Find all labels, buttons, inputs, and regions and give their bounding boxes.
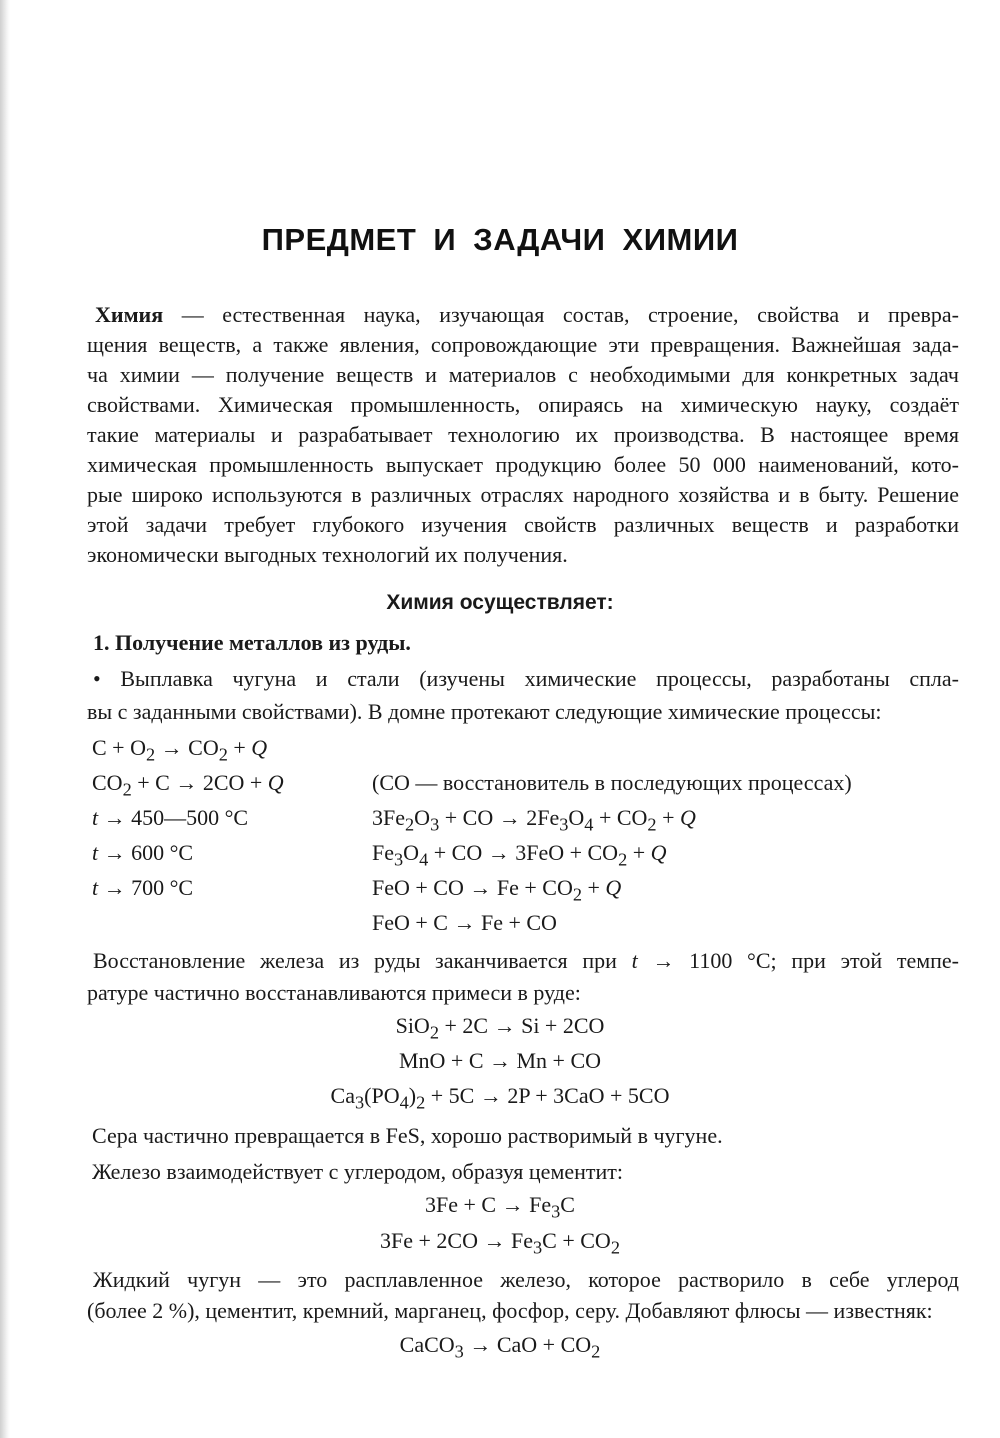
equation-fe3o4-co: $Fe_3O_4$ + CO → $3FeO + CO_2 + Q$ xyxy=(372,840,667,870)
intro-line: этой задачи требует глубокого изучения свойств различных веществ и разработки xyxy=(87,512,959,537)
equation-c-o2: $C + O_2 \to CO_2 + Q$ xyxy=(92,735,268,765)
intro-line: такие материалы и разрабатывает технологию их производства. В настоящее время xyxy=(87,422,959,447)
equation-caco3: CaCO$_3$ → CaO + $CO_2$ xyxy=(399,1332,601,1362)
equation-3fe-2co: $3Fe + 2CO \to Fe_3C + CO_2$ xyxy=(380,1228,620,1258)
temperature-450: t → 450—500 °C xyxy=(92,805,249,830)
temperature-700: t → 700 °C xyxy=(92,875,194,900)
bullet-line: вы с заданными свойствами). В домне протекают следующие химические процессы: xyxy=(87,699,882,724)
section-subheading: Химия осуществляет: xyxy=(386,591,614,614)
reduction-line: ратуре частично восстанавливаются примеси в руде: xyxy=(87,980,581,1005)
bullet-line: • Выплавка чугуна и стали (изучены химические процессы, разработаны спла- xyxy=(93,666,959,691)
equation-feo-c: FeO + C → Fe + CO xyxy=(372,910,557,935)
intro-line: экономически выгодных технологий их получения. xyxy=(87,542,568,567)
intro-line: свойствами. Химическая промышленность, опираясь на химическую науку, создаёт xyxy=(87,392,959,417)
equation-sio2: SiO$_2$ + 2C → Si + 2CO xyxy=(395,1013,605,1043)
co-comment: (CO — восстановитель в последующих процессах) xyxy=(372,770,852,795)
section-1-heading: 1. Получение металлов из руды. xyxy=(93,630,411,655)
equation-co2-c: $CO_2 + C \to 2CO + Q$ xyxy=(92,770,284,800)
iron-carbon-line: Железо взаимодействует с углеродом, образуя цементит: xyxy=(92,1159,624,1184)
intro-paragraph xyxy=(87,300,959,570)
equation-fe2o3-co: $3Fe_2O_3$ + CO → $2Fe_3O_4 + CO_2 + Q$ xyxy=(372,805,696,835)
intro-line: ча химии — получение веществ и материалов с необходимыми для конкретных задач xyxy=(87,362,959,387)
equation-ca3po4: $Ca_3(PO_4)_2 + 5C \to 2P + 3CaO + 5CO$ xyxy=(330,1083,670,1113)
intro-line: химическая промышленность выпускает продукцию более 50 000 наименований, кото- xyxy=(87,452,959,477)
intro-term: Химия xyxy=(95,302,164,327)
intro-line: щения веществ, а также явления, сопровождающие эти превращения. Важнейшая зада- xyxy=(87,332,959,357)
intro-line: Химия — естественная наука, изучающая состав, строение, свойства и превра- xyxy=(95,302,959,327)
equation-mno: MnO + C → Mn + CO xyxy=(398,1048,602,1073)
liquid-iron-line: (более 2 %), цементит, кремний, марганец, фосфор, серу. Добавляют флюсы — известняк: xyxy=(87,1298,933,1323)
equation-3fe-c: $3Fe + C \to Fe_3C$ xyxy=(425,1192,575,1222)
temperature-600: t → 600 °C xyxy=(92,840,194,865)
page-title: ПРЕДМЕТ И ЗАДАЧИ ХИМИИ xyxy=(261,222,739,257)
intro-line: рые широко используются в различных отраслях народного хозяйства и в быту. Решение xyxy=(87,482,959,507)
sulfur-line: Сера частично превращается в FeS, хорошо растворимый в чугуне. xyxy=(92,1123,723,1148)
reduction-line: Восстановление железа из руды заканчивается при t → 1100 °C; при этой темпе- xyxy=(93,948,959,973)
equation-feo-co: FeO + CO → $Fe + CO_2 + Q$ xyxy=(372,875,622,905)
liquid-iron-line: Жидкий чугун — это расплавленное железо, которое растворило в себе углерод xyxy=(93,1267,959,1292)
